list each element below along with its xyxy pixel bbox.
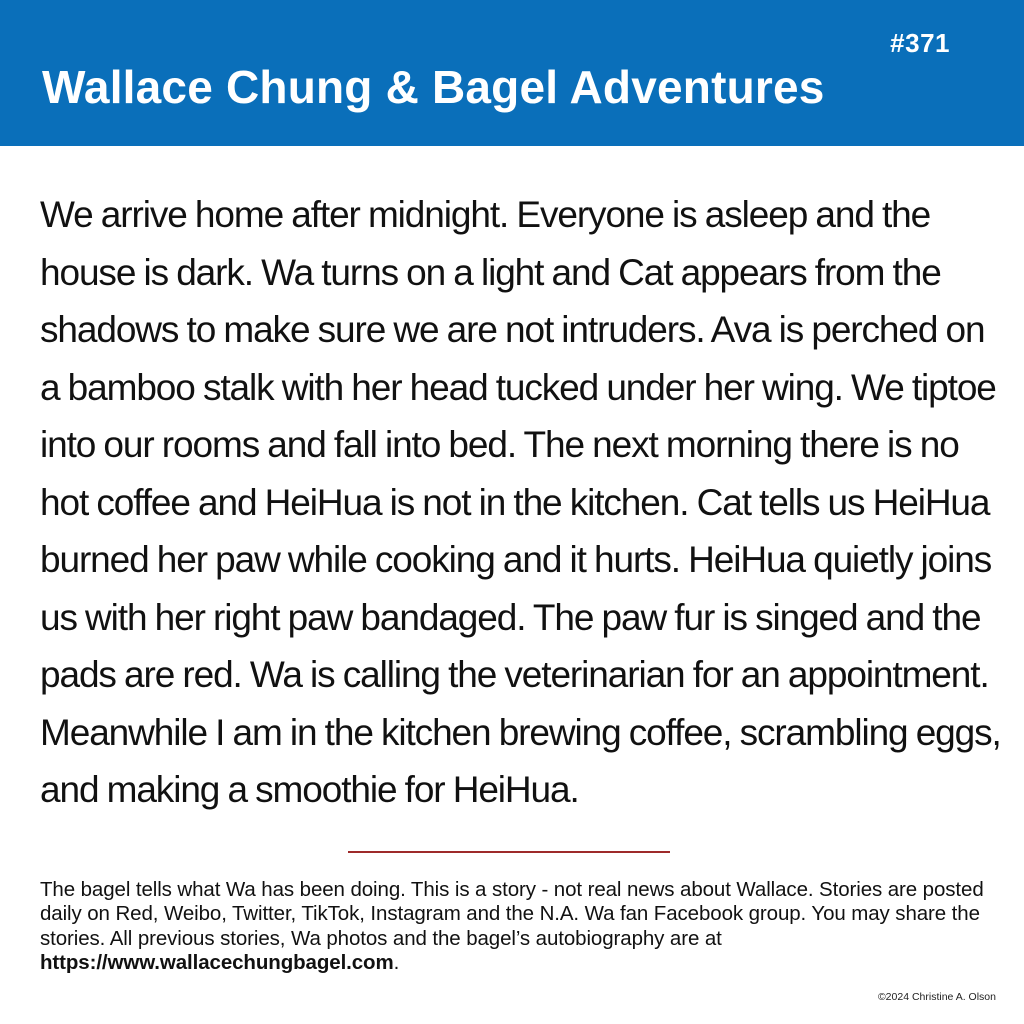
copyright-notice: ©2024 Christine A. Olson xyxy=(877,991,996,1003)
website-link[interactable]: https://www.wallacechungbagel.com xyxy=(40,951,394,975)
header-banner xyxy=(0,0,1024,146)
divider-line xyxy=(348,851,670,853)
episode-number: #371 xyxy=(890,28,950,58)
page-title: Wallace Chung & Bagel Adventures xyxy=(42,61,825,113)
footer-text: The bagel tells what Wa has been doing. This is a story - not real news about Wallace. Stories are posted daily on Red, Weibo, Twitter, TikTok, Instagram and the N.A. Wa fan Facebook group. You may share the stories. All previous stories, Wa photos and the bagel’s autobiography are at xyxy=(40,878,984,950)
story-text: We arrive home after midnight. Everyone is asleep and the house is dark. Wa turns on a light and Cat appears from the shadows to make sure we are not intruders. Ava is perched on a bamboo stalk with her head tucked under her wing. We tiptoe into our rooms and fall into bed. The next morning there is no hot coffee and HeiHua is not in the kitchen. Cat tells us HeiHua burned her paw while cooking and it hurts. HeiHua quietly joins us with her right paw bandaged. The paw fur is singed and the pads are red. Wa is calling the veterinarian for an appointment. Meanwhile I am in the kitchen brewing coffee, scrambling eggs, and making a smoothie for HeiHua. xyxy=(40,194,1001,810)
footer-end: . xyxy=(393,951,400,975)
footer-note xyxy=(40,878,990,976)
